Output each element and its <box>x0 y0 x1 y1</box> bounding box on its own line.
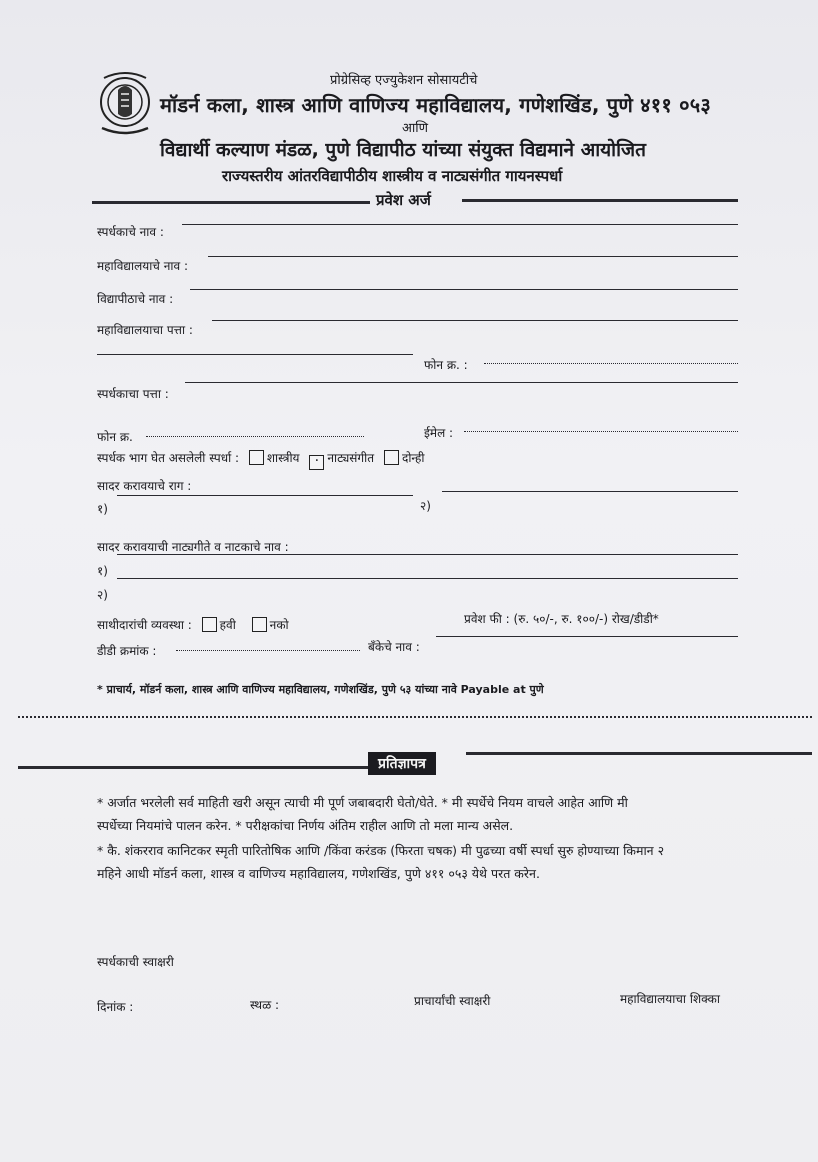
phone-label: फोन क्र. <box>97 430 133 444</box>
raga-1-field[interactable] <box>117 495 413 496</box>
college-name-label: महाविद्यालयाचे नाव : <box>97 259 189 273</box>
song-2-number: २) <box>97 588 108 602</box>
accompanist-label: साथीदारांची व्यवस्था : <box>97 618 192 632</box>
college-title: मॉडर्न कला, शास्त्र आणि वाणिज्य महाविद्यालय, गणेशखिंड, पुणे ४११ ०५३ <box>160 93 711 117</box>
university-name-label: विद्यापीठाचे नाव : <box>97 292 174 306</box>
form-title: प्रवेश अर्ज <box>376 191 431 209</box>
entry-fee: प्रवेश फी : (रु. ५०/-, रु. १००/-) रोख/डीडी* <box>464 612 659 626</box>
songs-label: सादर करावयाची नाट्यगीते व नाटकाचे नाव : <box>97 540 289 554</box>
categories-label: स्पर्धक भाग घेत असलेली स्पर्धा : <box>97 451 240 465</box>
pledge-line-3: * कै. शंकरराव कानिटकर स्मृती पारितोषिक आणि /किंवा करंडक (फिरता चषक) मी पुढच्या वर्षी स्पर्धा सुरु होण्याच्या किमान २ <box>97 843 665 858</box>
pledge-rule-left <box>18 766 368 769</box>
participant-address-field[interactable] <box>185 382 738 383</box>
participant-address-label: स्पर्धकाचा पत्ता : <box>97 387 169 401</box>
pledge-rule-right <box>466 752 812 755</box>
cut-line <box>18 716 812 718</box>
raga-2-field[interactable] <box>442 491 738 492</box>
principal-signature-label: प्राचार्यांची स्वाक्षरी <box>414 994 491 1008</box>
and-text: आणि <box>402 121 429 136</box>
competition-title: राज्यस्तरीय आंतरविद्यापीठीय शास्त्रीय व नाट्यसंगीत गायनस्पर्धा <box>222 167 563 185</box>
checkbox-accompanist-yes[interactable] <box>202 617 217 632</box>
payable-footnote: * प्राचार्य, मॉडर्न कला, शास्त्र आणि वाणिज्य महाविद्यालय, गणेशखिंड, पुणे ५३ यांच्या नावे Payable at पुणे <box>97 683 544 696</box>
song-1-field[interactable] <box>117 554 738 555</box>
email-label: ईमेल : <box>424 426 454 440</box>
song-1-number: १) <box>97 564 108 578</box>
title-rule-right <box>462 199 738 202</box>
checkbox-natyasangeet[interactable] <box>309 455 324 470</box>
dd-number-field[interactable] <box>176 650 360 651</box>
date-label: दिनांक : <box>97 1000 134 1014</box>
phone-field[interactable] <box>146 436 364 437</box>
categories-row <box>97 449 425 470</box>
organizer-line: विद्यार्थी कल्याण मंडळ, पुणे विद्यापीठ यांच्या संयुक्त विद्यमाने आयोजित <box>160 139 646 161</box>
college-phone-label: फोन क्र. : <box>424 358 468 372</box>
song-2-field[interactable] <box>117 578 738 579</box>
category-both: दोन्ही <box>401 451 425 465</box>
checkbox-both[interactable] <box>384 450 399 465</box>
college-stamp-label: महाविद्यालयाचा शिक्का <box>620 992 720 1006</box>
pledge-line-1: * अर्जात भरलेली सर्व माहिती खरी असून त्याची मी पूर्ण जबाबदारी घेतो/घेते. * मी स्पर्धेचे नियम वाचले आहेत आणि मी <box>97 795 628 810</box>
bank-name-label: बँकेचे नाव : <box>368 640 420 654</box>
raga-2-number: २) <box>420 499 431 513</box>
category-classical: शास्त्रीय <box>266 451 300 465</box>
accompanist-no: नको <box>269 618 289 632</box>
checkbox-classical[interactable] <box>249 450 264 465</box>
participant-name-label: स्पर्धकाचे नाव : <box>97 225 164 239</box>
raga-1-number: १) <box>97 502 108 516</box>
bank-name-field[interactable] <box>436 636 738 637</box>
title-rule-left <box>92 201 370 204</box>
category-natyasangeet: नाट्यसंगीत <box>327 451 375 465</box>
accompanist-yes: हवी <box>219 618 236 632</box>
university-name-field[interactable] <box>190 289 738 290</box>
college-logo <box>92 68 158 140</box>
place-label: स्थळ : <box>250 998 280 1012</box>
checkbox-accompanist-no[interactable] <box>252 617 267 632</box>
raga-label: सादर करावयाचे राग : <box>97 479 192 493</box>
college-address-field[interactable] <box>212 320 738 321</box>
dd-number-label: डीडी क्रमांक : <box>97 644 157 658</box>
email-field[interactable] <box>464 431 738 432</box>
society-name: प्रोग्रेसिव्ह एज्युकेशन सोसायटीचे <box>330 73 478 88</box>
college-address-field-2[interactable] <box>97 354 413 355</box>
accompanist-row <box>97 616 289 633</box>
pledge-line-2: स्पर्धेच्या नियमांचे पालन करेन. * परीक्षकांचा निर्णय अंतिम राहील आणि तो मला मान्य असेल. <box>97 818 514 833</box>
college-address-label: महाविद्यालयाचा पत्ता : <box>97 323 193 337</box>
college-phone-field[interactable] <box>484 363 738 364</box>
pledge-line-4: महिने आधी मॉडर्न कला, शास्त्र व वाणिज्य महाविद्यालय, गणेशखिंड, पुणे ४११ ०५३ येथे परत करेन. <box>97 866 540 881</box>
pledge-title: प्रतिज्ञापत्र <box>368 752 436 775</box>
participant-signature-label: स्पर्धकाची स्वाक्षरी <box>97 955 174 969</box>
college-name-field[interactable] <box>208 256 738 257</box>
participant-name-field[interactable] <box>182 224 738 225</box>
